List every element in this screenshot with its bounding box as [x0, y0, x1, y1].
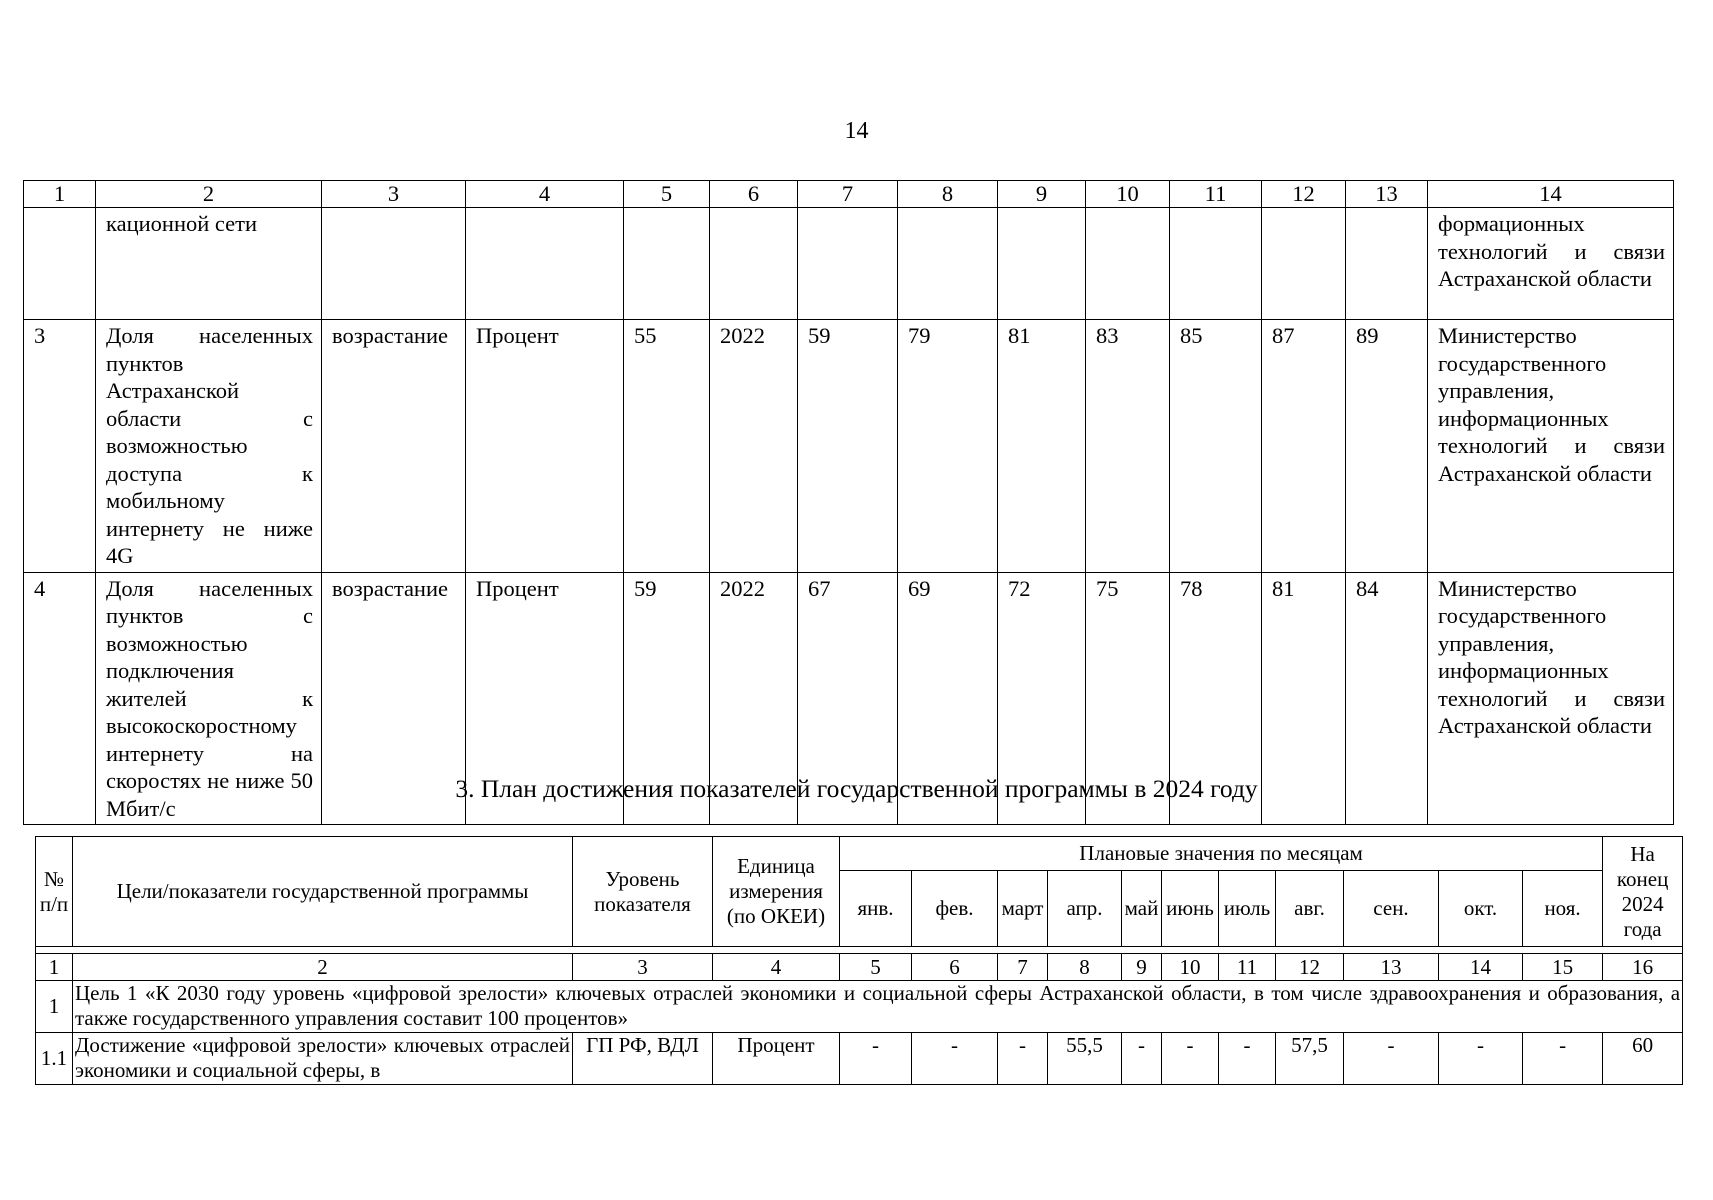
month-header: май — [1122, 871, 1162, 947]
goal-number-cell: 1 — [36, 981, 73, 1033]
table-cell — [998, 208, 1086, 320]
column-number: 14 — [1428, 181, 1674, 208]
number-header: № п/п — [36, 837, 73, 947]
month-value-cell: 57,5 — [1276, 1033, 1344, 1085]
plan-table — [35, 836, 1683, 1085]
column-number: 6 — [710, 181, 798, 208]
table-cell — [24, 208, 96, 320]
month-header: авг. — [1276, 871, 1344, 947]
goal-header: Цели/показатели государственной программы — [73, 837, 573, 947]
goal-row — [36, 981, 1683, 1033]
value-cell: 85 — [1170, 320, 1262, 573]
value-cell: 59 — [798, 320, 898, 573]
table-row — [24, 320, 1674, 573]
month-value-cell: 55,5 — [1048, 1033, 1122, 1085]
table-cell — [466, 208, 624, 320]
gap-row — [36, 947, 1683, 954]
month-header: март — [998, 871, 1048, 947]
table-cell — [710, 208, 798, 320]
column-number: 4 — [713, 954, 840, 981]
column-number: 8 — [898, 181, 998, 208]
value-cell: 75 — [1086, 572, 1170, 825]
month-value-cell: - — [1439, 1033, 1523, 1085]
level-header: Уровень показателя — [573, 837, 713, 947]
section-title: 3. План достижения показателей государственной программы в 2024 году — [455, 774, 1258, 803]
value-cell: 84 — [1346, 572, 1428, 825]
table-row — [24, 208, 1674, 320]
column-number: 11 — [1170, 181, 1262, 208]
month-value-cell: - — [840, 1033, 912, 1085]
value-cell: 83 — [1086, 320, 1170, 573]
value-cell: 67 — [798, 572, 898, 825]
column-number: 16 — [1603, 954, 1683, 981]
column-number: 3 — [322, 181, 466, 208]
month-header: фев. — [912, 871, 998, 947]
value-cell: 72 — [998, 572, 1086, 825]
gap-cell — [36, 947, 1683, 954]
indicator-row — [36, 1033, 1683, 1085]
column-number: 13 — [1344, 954, 1439, 981]
responsible-cell: Министерство государственного управления, информационных технологий и связи Астраханской области — [1428, 572, 1674, 825]
base-year-cell: 2022 — [710, 320, 798, 573]
column-number: 8 — [1048, 954, 1122, 981]
month-value-cell: - — [1344, 1033, 1439, 1085]
plan-months-header: Плановые значения по месяцам — [840, 837, 1603, 871]
column-number: 1 — [36, 954, 73, 981]
column-number: 15 — [1523, 954, 1603, 981]
month-header: июль — [1219, 871, 1276, 947]
column-number: 5 — [840, 954, 912, 981]
unit-cell: Процент — [466, 572, 624, 825]
column-number: 9 — [998, 181, 1086, 208]
direction-cell: возрастание — [322, 320, 466, 573]
column-number: 5 — [624, 181, 710, 208]
table-cell — [1170, 208, 1262, 320]
column-number: 7 — [998, 954, 1048, 981]
column-number: 12 — [1276, 954, 1344, 981]
column-number: 14 — [1439, 954, 1523, 981]
month-header: сен. — [1344, 871, 1439, 947]
indicator-name-cell: Доля населенных пунктов с возможностью подключения жителей к высокоскоростному интернету на скоростях не ниже 50 Мбит/с — [96, 572, 322, 825]
month-value-cell: - — [1523, 1033, 1603, 1085]
month-header: ноя. — [1523, 871, 1603, 947]
indicators-table-continued — [23, 180, 1674, 825]
column-number: 4 — [466, 181, 624, 208]
column-number: 10 — [1162, 954, 1219, 981]
table-cell — [798, 208, 898, 320]
page-number: 14 — [844, 118, 869, 144]
table-cell — [322, 208, 466, 320]
month-value-cell: - — [1219, 1033, 1276, 1085]
unit-cell: Процент — [466, 320, 624, 573]
column-number: 9 — [1122, 954, 1162, 981]
column-number: 1 — [24, 181, 96, 208]
indicator-unit-cell: Процент — [713, 1033, 840, 1085]
column-number: 3 — [573, 954, 713, 981]
responsible-cell: Министерство государственного управления, информационных технологий и связи Астраханской области — [1428, 320, 1674, 573]
table-cell — [1346, 208, 1428, 320]
base-value-cell: 59 — [624, 572, 710, 825]
column-number: 11 — [1219, 954, 1276, 981]
year-end-value-cell: 60 — [1603, 1033, 1683, 1085]
column-number: 7 — [798, 181, 898, 208]
row-number-cell: 3 — [24, 320, 96, 573]
column-number: 12 — [1262, 181, 1346, 208]
column-number: 13 — [1346, 181, 1428, 208]
year-end-header: На конец 2024 года — [1603, 837, 1683, 947]
indicator-name-cell: кационной сети — [96, 208, 322, 320]
responsible-cell: формационных технологий и связи Астраханской области — [1428, 208, 1674, 320]
month-header: янв. — [840, 871, 912, 947]
month-header: апр. — [1048, 871, 1122, 947]
indicator-level-cell: ГП РФ, ВДЛ — [573, 1033, 713, 1085]
base-value-cell: 55 — [624, 320, 710, 573]
column-number: 2 — [73, 954, 573, 981]
value-cell: 81 — [1262, 572, 1346, 825]
value-cell: 78 — [1170, 572, 1262, 825]
header-row — [36, 837, 1683, 871]
month-header: окт. — [1439, 871, 1523, 947]
column-number: 10 — [1086, 181, 1170, 208]
month-value-cell: - — [1162, 1033, 1219, 1085]
indicator-name-cell: Доля населенных пунктов Астраханской области с возможностью доступа к мобильному интернету не ниже 4G — [96, 320, 322, 573]
base-year-cell: 2022 — [710, 572, 798, 825]
value-cell: 79 — [898, 320, 998, 573]
month-value-cell: - — [1122, 1033, 1162, 1085]
value-cell: 81 — [998, 320, 1086, 573]
month-value-cell: - — [912, 1033, 998, 1085]
table-cell — [898, 208, 998, 320]
table-cell — [624, 208, 710, 320]
unit-header: Единица измерения (по ОКЕИ) — [713, 837, 840, 947]
value-cell: 89 — [1346, 320, 1428, 573]
value-cell: 69 — [898, 572, 998, 825]
column-number-row — [36, 954, 1683, 981]
column-number-row — [24, 181, 1674, 208]
row-number-cell: 4 — [24, 572, 96, 825]
indicator-text-cell: Достижение «цифровой зрелости» ключевых отраслей экономики и социальной сферы, в — [73, 1033, 573, 1085]
month-header: июнь — [1162, 871, 1219, 947]
table-cell — [1086, 208, 1170, 320]
table-cell — [1262, 208, 1346, 320]
month-value-cell: - — [998, 1033, 1048, 1085]
goal-text-cell: Цель 1 «К 2030 году уровень «цифровой зрелости» ключевых отраслей экономики и социальной сферы Астраханской области, в том числе здравоохранения и образования, а также государственного управления составит 100 процентов» — [73, 981, 1683, 1033]
direction-cell: возрастание — [322, 572, 466, 825]
indicator-number-cell: 1.1 — [36, 1033, 73, 1085]
column-number: 2 — [96, 181, 322, 208]
value-cell: 87 — [1262, 320, 1346, 573]
column-number: 6 — [912, 954, 998, 981]
